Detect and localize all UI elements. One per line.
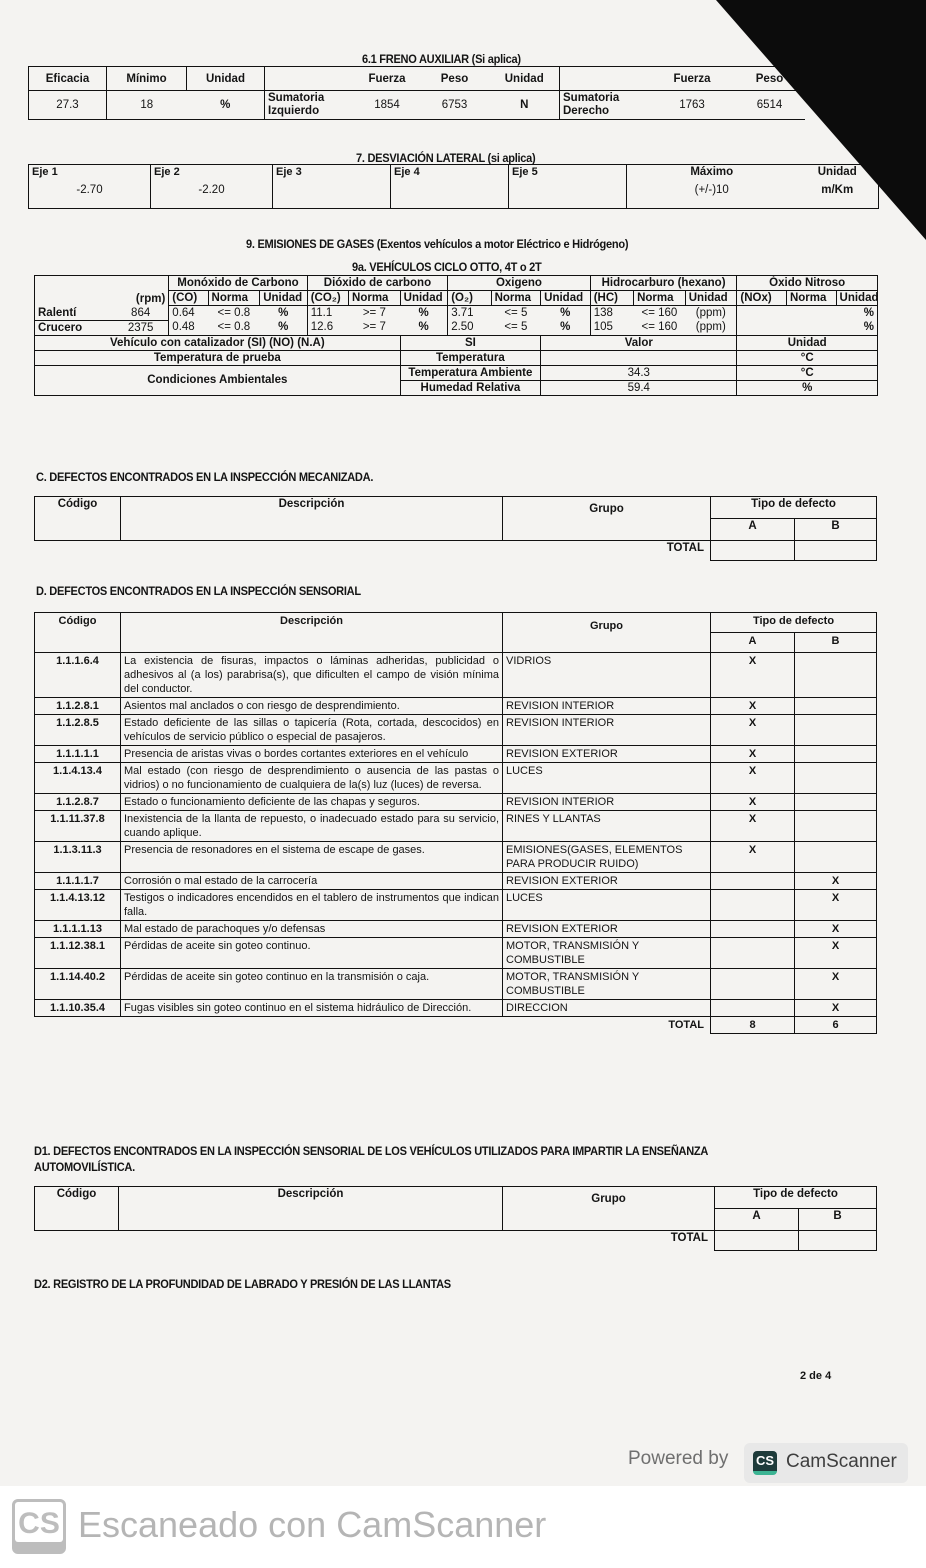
defect-code: 1.1.1.1.1 [35, 746, 121, 763]
defect-type-a [711, 1000, 795, 1017]
o2-norma-sub: Norma [491, 291, 541, 306]
total-a [711, 541, 795, 561]
defect-group: MOTOR, TRANSMISIÓN Y COMBUSTIBLE [503, 969, 711, 1000]
o2-norma: <= 5 [491, 306, 541, 321]
desviacion-lateral-title: 7. DESVIACIÓN LATERAL (si aplica) [356, 151, 536, 165]
hc-norma: <= 160 [634, 320, 686, 335]
defect-description: Pérdidas de aceite sin goteo continuo. [121, 938, 503, 969]
condiciones-label: Condiciones Ambientales [35, 365, 401, 395]
nox-unidad-sub: Unidad [836, 291, 877, 306]
nox-sub: (NOx) [737, 291, 787, 306]
group-nox: Óxido Nitroso [737, 276, 878, 291]
codigo-header: Código [35, 613, 121, 653]
eje-3-label: Eje 3 [276, 166, 302, 178]
co2-unidad: % [400, 320, 448, 335]
total-b: 6 [795, 1017, 877, 1034]
total-a [715, 1231, 799, 1251]
o2-unidad-sub: Unidad [541, 291, 591, 306]
hc-norma-sub: Norma [634, 291, 686, 306]
tipo-header: Tipo de defecto [711, 497, 877, 519]
defect-group: DIRECCION [503, 1000, 711, 1017]
grupo-header: Grupo [503, 497, 711, 541]
defect-description: Pérdidas de aceite sin goteo continuo en la transmisión o caja. [121, 969, 503, 1000]
camscanner-badge [744, 1443, 908, 1483]
o2-value: 3.71 [448, 306, 491, 321]
defect-description: Fugas visibles sin goteo continuo en el sistema hidráulico de Dirección. [121, 1000, 503, 1017]
der-label-1: Sumatoria [563, 92, 620, 104]
temp-prueba-label: Temperatura de prueba [35, 350, 401, 365]
minimo-value: 18 [107, 91, 187, 120]
catalizador-value: SI [400, 335, 540, 350]
defect-row [35, 921, 877, 938]
co-sub: (CO) [169, 291, 208, 306]
unidad-label: Unidad [817, 166, 857, 178]
co2-value: 12.6 [307, 320, 348, 335]
emisiones-row-crucero [35, 320, 878, 335]
co-norma: <= 0.8 [208, 306, 260, 321]
der-fuerza: 1763 [650, 91, 735, 120]
co-unidad-sub: Unidad [260, 291, 308, 306]
co-norma-sub: Norma [208, 291, 260, 306]
maximo-value: (+/-)10 [694, 184, 729, 196]
defect-type-b [795, 746, 877, 763]
defect-description: Presencia de resonadores en el sistema de escape de gases. [121, 842, 503, 873]
defect-description: Mal estado (con riesgo de desprendimiento o ausencia de las pastas o vidrios) o no funcionamiento de cualquiera de la(s) luz (luces) de reversa. [121, 763, 503, 794]
co2-value: 11.1 [307, 306, 348, 321]
hc-unidad-sub: Unidad [685, 291, 737, 306]
group-co: Monóxido de Carbono [169, 276, 307, 291]
total-b [799, 1231, 877, 1251]
defect-type-b [795, 653, 877, 698]
defect-description: Testigos o indicadores encendidos en el tablero de instrumentos que indican falla. [121, 890, 503, 921]
temperatura-unidad: °C [737, 350, 878, 365]
defect-code: 1.1.2.8.1 [35, 698, 121, 715]
total-b [795, 541, 877, 561]
freno-auxiliar-title: 6.1 FRENO AUXILIAR (Si aplica) [362, 52, 521, 66]
group-o2: Oxigeno [448, 276, 591, 291]
b-header: B [795, 633, 877, 653]
izq-unidad: N [490, 91, 560, 120]
tipo-header: Tipo de defecto [715, 1187, 877, 1209]
co2-unidad-sub: Unidad [400, 291, 448, 306]
emisiones-title: 9. EMISIONES DE GASES (Exentos vehículos a motor Eléctrico e Hidrógeno) [246, 237, 629, 251]
camscanner-footer-text: Escaneado con CamScanner [78, 1504, 547, 1545]
defect-group: LUCES [503, 763, 711, 794]
group-hc: Hidrocarburo (hexano) [590, 276, 737, 291]
catalizador-label: Vehículo con catalizador (SI) (NO) (N.A) [35, 335, 401, 350]
a-header: A [711, 633, 795, 653]
defect-row [35, 746, 877, 763]
defect-row [35, 969, 877, 1000]
a-header: A [711, 519, 795, 541]
defect-code: 1.1.3.11.3 [35, 842, 121, 873]
seccion-d1-table [34, 1186, 877, 1251]
defect-type-b: X [795, 873, 877, 890]
defect-type-a: X [711, 698, 795, 715]
row-label: Crucero [35, 320, 114, 335]
co2-norma-sub: Norma [349, 291, 401, 306]
peso-der-header: Peso [735, 67, 805, 91]
nox-value [737, 320, 787, 335]
defect-type-a: X [711, 653, 795, 698]
defect-row [35, 873, 877, 890]
defect-description: Estado deficiente de las sillas o tapicería (Rota, cortada, descocidos) en vehículos de servicio público o especial de pasajeros. [121, 715, 503, 746]
row-label: Ralentí [35, 306, 114, 321]
b-header: B [795, 519, 877, 541]
co2-norma: >= 7 [349, 320, 401, 335]
defect-type-b [795, 715, 877, 746]
defect-row [35, 1000, 877, 1017]
camscanner-footer-logo-icon: CS [12, 1499, 66, 1554]
izq-peso: 6753 [420, 91, 490, 120]
defect-code: 1.1.4.13.4 [35, 763, 121, 794]
humedad-unidad: % [737, 380, 878, 395]
grupo-header: Grupo [503, 1187, 715, 1231]
co2-norma: >= 7 [349, 306, 401, 321]
defect-group: REVISION INTERIOR [503, 794, 711, 811]
total-a: 8 [711, 1017, 795, 1034]
co-value: 0.48 [169, 320, 208, 335]
humedad-value: 59.4 [541, 380, 737, 395]
izq-label-2: Izquierdo [268, 105, 320, 117]
defect-code: 1.1.1.1.13 [35, 921, 121, 938]
row-rpm: 864 [113, 306, 169, 321]
unidad-izq-header: Unidad [490, 67, 560, 91]
defect-type-b: X [795, 1000, 877, 1017]
seccion-c-table [34, 496, 877, 561]
co-unidad: % [260, 306, 308, 321]
b-header: B [799, 1209, 877, 1231]
fuerza-der-header: Fuerza [650, 67, 735, 91]
fuerza-izq-header: Fuerza [355, 67, 420, 91]
defect-row [35, 938, 877, 969]
valor-header: Valor [541, 335, 737, 350]
defect-code: 1.1.1.1.7 [35, 873, 121, 890]
defect-type-b [795, 842, 877, 873]
a-header: A [715, 1209, 799, 1231]
eje-5-label: Eje 5 [512, 166, 538, 178]
co-norma: <= 0.8 [208, 320, 260, 335]
defect-code: 1.1.2.8.7 [35, 794, 121, 811]
descripcion-header: Descripción [119, 1187, 503, 1231]
eje-4-label: Eje 4 [394, 166, 420, 178]
co-value: 0.64 [169, 306, 208, 321]
defect-group: REVISION EXTERIOR [503, 873, 711, 890]
defect-type-b: X [795, 890, 877, 921]
defect-description: Asientos mal anclados o con riesgo de desprendimiento. [121, 698, 503, 715]
defect-description: Corrosión o mal estado de la carrocería [121, 873, 503, 890]
nox-norma [786, 306, 836, 321]
emisiones-row-ralenti [35, 306, 878, 321]
seccion-c-title: C. DEFECTOS ENCONTRADOS EN LA INSPECCIÓN MECANIZADA. [36, 470, 374, 484]
defect-type-b: X [795, 969, 877, 1000]
o2-norma: <= 5 [491, 320, 541, 335]
defect-description: Inexistencia de la llanta de repuesto, o inadecuado estado para su servicio, cuando aplique. [121, 811, 503, 842]
defect-type-a: X [711, 763, 795, 794]
camscanner-logo-icon: CS [753, 1451, 777, 1475]
unidad-header: Unidad [737, 335, 878, 350]
defect-row [35, 794, 877, 811]
defect-group: REVISION INTERIOR [503, 715, 711, 746]
codigo-header: Código [35, 1187, 119, 1231]
der-label-2: Derecho [563, 105, 610, 117]
defect-type-a [711, 921, 795, 938]
grupo-header: Grupo [503, 613, 711, 653]
defect-type-a: X [711, 715, 795, 746]
eficacia-unidad: % [187, 91, 265, 120]
row-rpm: 2375 [113, 320, 169, 335]
hc-sub: (HC) [590, 291, 633, 306]
desviacion-lateral-table [28, 164, 879, 209]
defect-code: 1.1.1.6.4 [35, 653, 121, 698]
defect-type-b: X [795, 921, 877, 938]
eje-2-label: Eje 2 [154, 166, 180, 178]
defect-type-b [795, 811, 877, 842]
nox-value [737, 306, 787, 321]
freno-auxiliar-table [28, 66, 849, 120]
descripcion-header: Descripción [121, 613, 503, 653]
total-label: TOTAL [666, 542, 704, 554]
eje-1-value: -2.70 [76, 184, 103, 196]
defect-code: 1.1.12.38.1 [35, 938, 121, 969]
co2-unidad: % [400, 306, 448, 321]
defect-group: REVISION EXTERIOR [503, 921, 711, 938]
nox-unidad: % [836, 306, 877, 321]
defect-type-a: X [711, 794, 795, 811]
defect-row [35, 811, 877, 842]
eficacia-header: Eficacia [29, 67, 107, 91]
defect-code: 1.1.14.40.2 [35, 969, 121, 1000]
defect-type-b: X [795, 938, 877, 969]
defect-row [35, 698, 877, 715]
descripcion-header: Descripción [121, 497, 503, 541]
defect-type-a: X [711, 811, 795, 842]
defect-description: Estado o funcionamiento deficiente de las chapas y seguros. [121, 794, 503, 811]
maximo-label: Máximo [690, 166, 734, 178]
total-label: TOTAL [668, 1019, 704, 1031]
minimo-header: Mínimo [107, 67, 187, 91]
eje-2-value: -2.20 [198, 184, 225, 196]
defect-type-a [711, 890, 795, 921]
der-peso: 6514 [735, 91, 805, 120]
hc-value: 105 [590, 320, 633, 335]
peso-izq-header: Peso [420, 67, 490, 91]
co-unidad: % [260, 320, 308, 335]
defect-row [35, 842, 877, 873]
emisiones-subtitle: 9a. VEHÍCULOS CICLO OTTO, 4T o 2T [352, 260, 542, 274]
defect-type-b [795, 763, 877, 794]
defect-description: Mal estado de parachoques y/o defensas [121, 921, 503, 938]
defect-group: EMISIONES(GASES, ELEMENTOS PARA PRODUCIR RUIDO) [503, 842, 711, 873]
nox-norma-sub: Norma [786, 291, 836, 306]
unidad-value: m/Km [821, 184, 854, 196]
seccion-d-title: D. DEFECTOS ENCONTRADOS EN LA INSPECCIÓN SENSORIAL [36, 584, 361, 598]
o2-unidad: % [541, 320, 591, 335]
defect-type-a [711, 938, 795, 969]
eje-1-label: Eje 1 [32, 166, 58, 178]
powered-by-text: Powered by [628, 1448, 729, 1469]
defect-type-a: X [711, 842, 795, 873]
hc-value: 138 [590, 306, 633, 321]
co2-sub: (CO₂) [307, 291, 348, 306]
defect-code: 1.1.4.13.12 [35, 890, 121, 921]
defect-group: REVISION EXTERIOR [503, 746, 711, 763]
izq-label-1: Sumatoria [268, 92, 325, 104]
defect-type-a: X [711, 746, 795, 763]
defect-description: La existencia de fisuras, impactos o láminas adheridas, publicidad o adhesivos al (a los) parabrisa(s), que dificulten el campo de visión mínima del conductor. [121, 653, 503, 698]
izq-fuerza: 1854 [355, 91, 420, 120]
emisiones-table [34, 275, 878, 396]
temp-ambiente-label: Temperatura Ambiente [400, 365, 540, 380]
defect-type-a [711, 873, 795, 890]
hc-norma: <= 160 [634, 306, 686, 321]
defect-type-b [795, 698, 877, 715]
defect-code: 1.1.10.35.4 [35, 1000, 121, 1017]
tipo-header: Tipo de defecto [711, 613, 877, 633]
defect-type-b [795, 794, 877, 811]
defect-row [35, 763, 877, 794]
defect-group: RINES Y LLANTAS [503, 811, 711, 842]
page-number: 2 de 4 [800, 1370, 832, 1382]
defect-code: 1.1.2.8.5 [35, 715, 121, 746]
o2-value: 2.50 [448, 320, 491, 335]
nox-norma [786, 320, 836, 335]
seccion-d1-title-1: D1. DEFECTOS ENCONTRADOS EN LA INSPECCIÓN SENSORIAL DE LOS VEHÍCULOS UTILIZADOS PARA IMPARTIR LA ENSEÑANZA [34, 1144, 709, 1158]
temperatura-label: Temperatura [400, 350, 540, 365]
defect-group: REVISION INTERIOR [503, 698, 711, 715]
defect-group: LUCES [503, 890, 711, 921]
defect-group: VIDRIOS [503, 653, 711, 698]
seccion-d-table [34, 612, 877, 1034]
defect-description: Presencia de aristas vivas o bordes cortantes exteriores en el vehículo [121, 746, 503, 763]
defect-code: 1.1.11.37.8 [35, 811, 121, 842]
defect-row [35, 715, 877, 746]
camscanner-brand: CamScanner [786, 1451, 897, 1472]
codigo-header: Código [35, 497, 121, 541]
humedad-label: Humedad Relativa [400, 380, 540, 395]
unidad-header: Unidad [187, 67, 265, 91]
o2-unidad: % [541, 306, 591, 321]
seccion-d1-title-2: AUTOMOVILÍSTICA. [34, 1160, 135, 1174]
defect-row [35, 653, 877, 698]
o2-sub: (O₂) [448, 291, 491, 306]
total-label: TOTAL [670, 1232, 708, 1244]
nox-unidad: % [836, 320, 877, 335]
seccion-d2-title: D2. REGISTRO DE LA PROFUNDIDAD DE LABRADO Y PRESIÓN DE LAS LLANTAS [34, 1277, 451, 1291]
camscanner-footer [0, 1486, 926, 1568]
temp-ambiente-unidad: °C [737, 365, 878, 380]
temp-ambiente-value: 34.3 [541, 365, 737, 380]
defect-type-a [711, 969, 795, 1000]
defect-group: MOTOR, TRANSMISIÓN Y COMBUSTIBLE [503, 938, 711, 969]
temperatura-value [541, 350, 737, 365]
defect-row [35, 890, 877, 921]
group-co2: Dióxido de carbono [307, 276, 447, 291]
eficacia-value: 27.3 [29, 91, 107, 120]
rpm-header: (rpm) [135, 292, 166, 305]
hc-unidad: (ppm) [685, 306, 737, 321]
hc-unidad: (ppm) [685, 320, 737, 335]
